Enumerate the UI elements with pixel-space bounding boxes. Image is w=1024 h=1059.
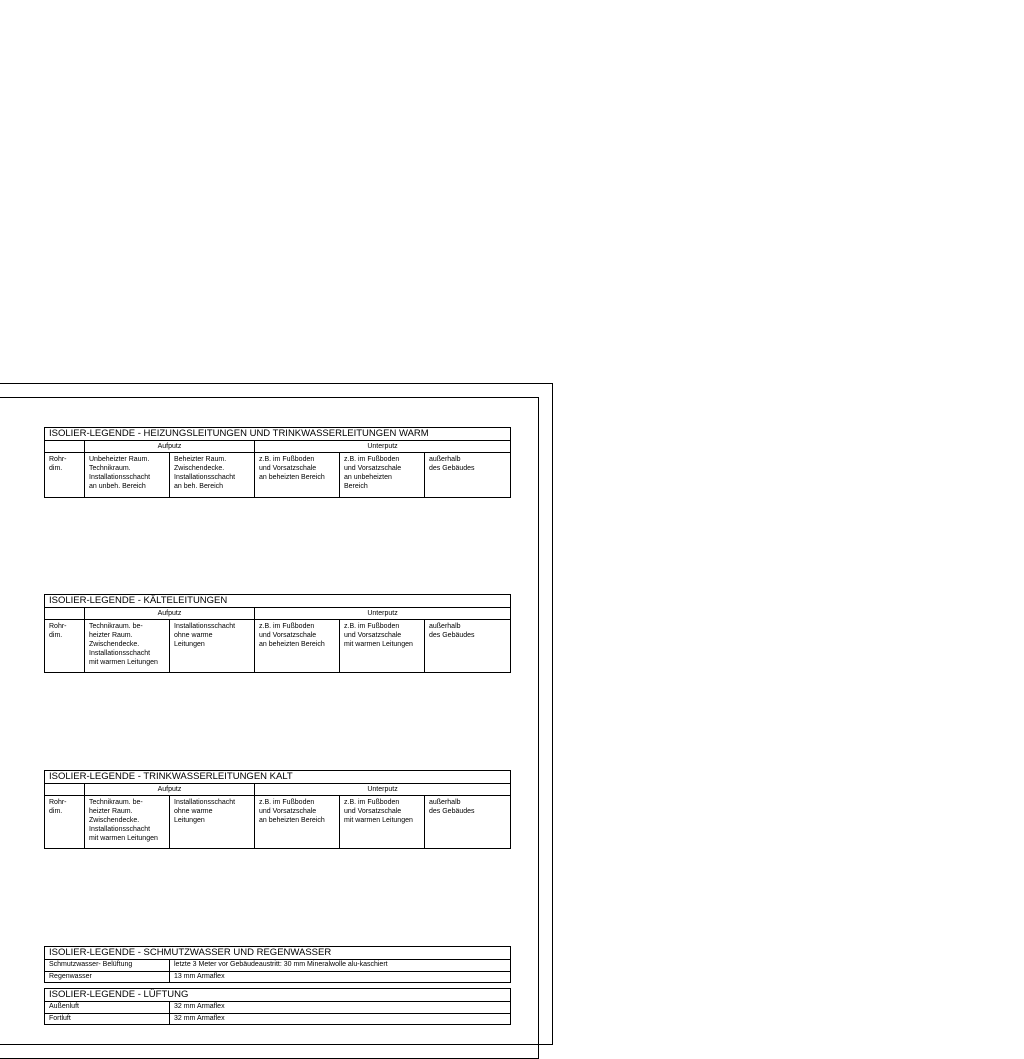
column-header: z.B. im Fußboden und Vorsatzschale an beheizten Bereich (255, 796, 340, 849)
row-value: 13 mm Armaflex (170, 971, 511, 983)
group-empty (45, 784, 85, 796)
column-header: Installationsschacht ohne warme Leitungen (170, 796, 255, 849)
column-header: z.B. im Fußboden und Vorsatzschale mit warmen Leitungen (340, 620, 425, 673)
column-header: Beheizter Raum. Zwischendecke. Installationsschacht an beh. Bereich (170, 453, 255, 498)
section-kaelte (44, 594, 510, 673)
column-header: z.B. im Fußboden und Vorsatzschale an beheizten Bereich (255, 620, 340, 673)
column-header: Installationsschacht ohne warme Leitungen (170, 620, 255, 673)
table-title: ISOLIER-LEGENDE - HEIZUNGSLEITUNGEN UND TRINKWASSERLEITUNGEN WARM (45, 428, 511, 441)
column-header: z.B. im Fußboden und Vorsatzschale mit warmen Leitungen (340, 796, 425, 849)
column-header: Technikraum. be- heizter Raum. Zwischendecke. Installationsschacht mit warmen Leitungen (85, 796, 170, 849)
section-lueftung (44, 988, 510, 1025)
column-header-rohr: Rohr- dim. (45, 453, 85, 498)
insulation-table (44, 427, 511, 498)
section-heizung-warm (44, 427, 510, 498)
group-empty (45, 441, 85, 453)
group-unterputz: Unterputz (255, 784, 511, 796)
column-header: Unbeheizter Raum. Technikraum. Installationsschacht an unbeh. Bereich (85, 453, 170, 498)
row-label: Außenluft (45, 1002, 170, 1014)
column-header: z.B. im Fußboden und Vorsatzschale an beheizten Bereich (255, 453, 340, 498)
row-label: Regenwasser (45, 971, 170, 983)
column-header: außerhalb des Gebäudes (425, 453, 511, 498)
table-title: ISOLIER-LEGENDE - SCHMUTZWASSER UND REGENWASSER (45, 947, 511, 960)
section-trinkwasser-kalt (44, 770, 510, 849)
group-unterputz: Unterputz (255, 441, 511, 453)
column-header: außerhalb des Gebäudes (425, 796, 511, 849)
table-title: ISOLIER-LEGENDE - KÄLTELEITUNGEN (45, 595, 511, 608)
column-header-rohr: Rohr- dim. (45, 796, 85, 849)
lueftung-table (44, 988, 511, 1025)
group-aufputz: Aufputz (85, 784, 255, 796)
row-value: 32 mm Armaflex (170, 1013, 511, 1025)
column-header-rohr: Rohr- dim. (45, 620, 85, 673)
group-aufputz: Aufputz (85, 608, 255, 620)
section-schmutzwasser (44, 946, 510, 983)
table-title: ISOLIER-LEGENDE - TRINKWASSERLEITUNGEN KALT (45, 771, 511, 784)
row-label: Fortluft (45, 1013, 170, 1025)
table-title: ISOLIER-LEGENDE - LÜFTUNG (45, 989, 511, 1002)
row-value: 32 mm Armaflex (170, 1002, 511, 1014)
group-unterputz: Unterputz (255, 608, 511, 620)
group-empty (45, 608, 85, 620)
column-header: Technikraum. be- heizter Raum. Zwischendecke. Installationsschacht mit warmen Leitungen (85, 620, 170, 673)
column-header: außerhalb des Gebäudes (425, 620, 511, 673)
group-aufputz: Aufputz (85, 441, 255, 453)
row-value: letzte 3 Meter vor Gebäudeaustritt: 30 mm Mineralwolle alu-kaschiert (170, 960, 511, 972)
insulation-table (44, 594, 511, 673)
schmutzwasser-table (44, 946, 511, 983)
column-header: z.B. im Fußboden und Vorsatzschale an unbeheizten Bereich (340, 453, 425, 498)
insulation-table (44, 770, 511, 849)
row-label: Schmutzwasser- Belüftung (45, 960, 170, 972)
